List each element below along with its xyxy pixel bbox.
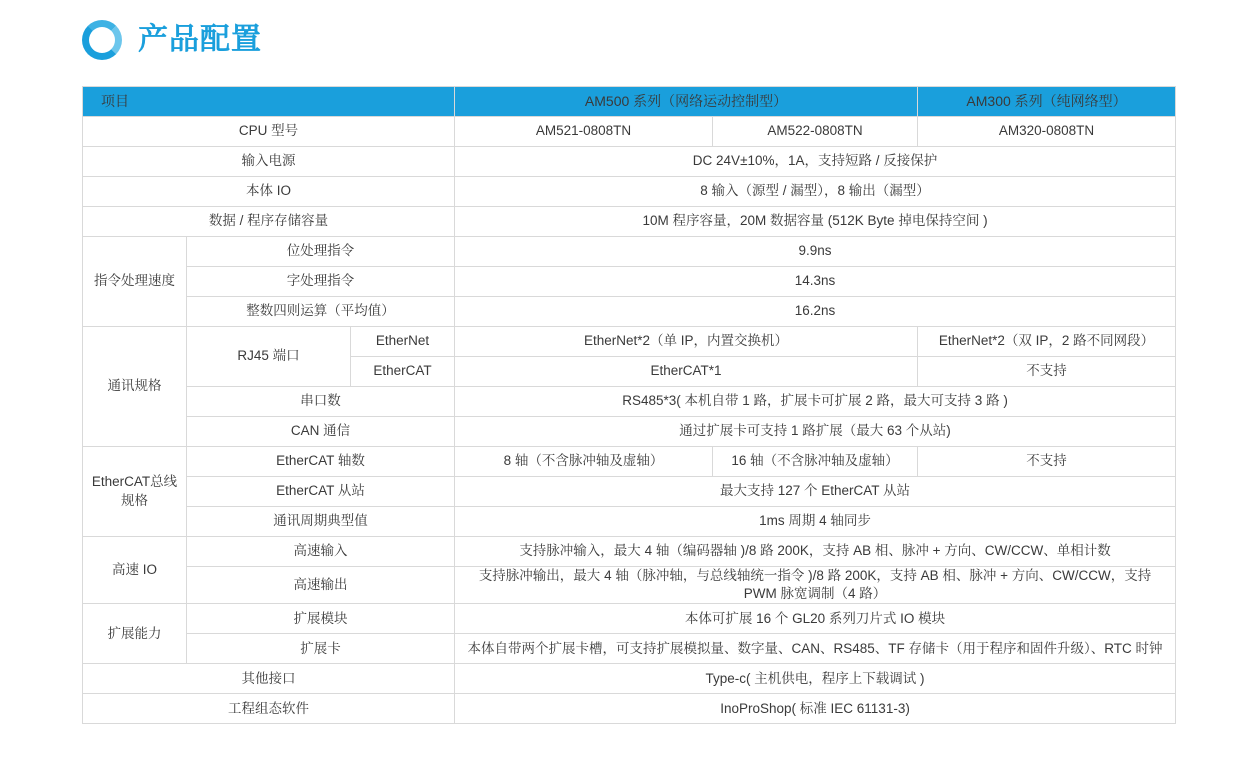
row-label-power: 输入电源: [83, 147, 455, 177]
table-row: [83, 387, 1176, 417]
table-body: [83, 117, 1176, 724]
cell-cpu-am521: AM521-0808TN: [455, 117, 713, 147]
table-header-row: [83, 87, 1176, 117]
cell-word-instruction-value: 14.3ns: [455, 267, 1176, 297]
table-row: [83, 297, 1176, 327]
sublabel-expansion-card: 扩展卡: [187, 634, 455, 664]
table-row: [83, 507, 1176, 537]
sublabel-expansion-module: 扩展模块: [187, 604, 455, 634]
table-row: [83, 694, 1176, 724]
table-row: [83, 147, 1176, 177]
table-row: [83, 634, 1176, 664]
row-label-expansion: 扩展能力: [83, 604, 187, 664]
cell-cpu-am522: AM522-0808TN: [713, 117, 918, 147]
cell-bit-instruction-value: 9.9ns: [455, 237, 1176, 267]
sublabel-integer-arithmetic: 整数四则运算（平均值）: [187, 297, 455, 327]
cell-ethercat-axes-am521: 8 轴（不含脉冲轴及虚轴）: [455, 447, 713, 477]
table-row: [83, 207, 1176, 237]
cell-integer-arithmetic-value: 16.2ns: [455, 297, 1176, 327]
table-row: [83, 177, 1176, 207]
cell-ethercat-slaves-value: 最大支持 127 个 EtherCAT 从站: [455, 477, 1176, 507]
ring-logo-icon: [82, 20, 122, 60]
row-label-io: 本体 IO: [83, 177, 455, 207]
cell-serial-ports-value: RS485*3( 本机自带 1 路，扩展卡可扩展 2 路，最大可支持 3 路 ): [455, 387, 1176, 417]
cell-highspeed-input-value: 支持脉冲输入，最大 4 轴（编码器轴 )/8 路 200K，支持 AB 相、脉冲 + 方向、CW/CCW、单相计数: [455, 537, 1176, 567]
cell-power-value: DC 24V±10%，1A，支持短路 / 反接保护: [455, 147, 1176, 177]
column-header-item: 项目: [83, 87, 455, 117]
cell-expansion-card-value: 本体自带两个扩展卡槽，可支持扩展模拟量、数字量、CAN、RS485、TF 存储卡（用于程序和固件升级）、RTC 时钟: [455, 634, 1176, 664]
cell-ethernet-am500: EtherNet*2（单 IP，内置交换机）: [455, 327, 918, 357]
sublabel-rj45-port: RJ45 端口: [187, 327, 351, 387]
sublabel-ethercat-axes: EtherCAT 轴数: [187, 447, 455, 477]
table-header: [83, 87, 1176, 117]
sublabel-ethercat-slaves: EtherCAT 从站: [187, 477, 455, 507]
page-header: [0, 0, 1258, 62]
cell-software-value: InoProShop( 标准 IEC 61131-3): [455, 694, 1176, 724]
sublabel-can-communication: CAN 通信: [187, 417, 455, 447]
table-row: [83, 267, 1176, 297]
row-label-other-interface: 其他接口: [83, 664, 455, 694]
table-row: [83, 664, 1176, 694]
table-row: [83, 537, 1176, 567]
row-label-highspeed-io: 高速 IO: [83, 537, 187, 604]
table-row: [83, 117, 1176, 147]
table-row: [83, 567, 1176, 604]
row-label-speed: 指令处理速度: [83, 237, 187, 327]
cell-cpu-am320: AM320-0808TN: [918, 117, 1176, 147]
cell-ethercat-axes-am320: 不支持: [918, 447, 1176, 477]
cell-other-interface-value: Type-c( 主机供电，程序上下载调试 ): [455, 664, 1176, 694]
cell-highspeed-output-value: 支持脉冲输出，最大 4 轴（脉冲轴，与总线轴统一指令 )/8 路 200K，支持 AB 相、脉冲 + 方向、CW/CCW，支持 PWM 脉宽调制（4 路）: [455, 567, 1176, 604]
table-row: [83, 447, 1176, 477]
spec-table-wrapper: [82, 86, 1175, 724]
table-row: [83, 477, 1176, 507]
page-title: 产品配置: [138, 23, 262, 56]
cell-ethercat-axes-am522: 16 轴（不含脉冲轴及虚轴）: [713, 447, 918, 477]
cell-storage-value: 10M 程序容量，20M 数据容量 (512K Byte 掉电保持空间 ): [455, 207, 1176, 237]
table-row: [83, 327, 1176, 357]
sublabel-highspeed-input: 高速输入: [187, 537, 455, 567]
column-header-am300: AM300 系列（纯网络型）: [918, 87, 1176, 117]
cell-comm-cycle-value: 1ms 周期 4 轴同步: [455, 507, 1176, 537]
cell-ethercat-am500: EtherCAT*1: [455, 357, 918, 387]
column-header-am500: AM500 系列（网络运动控制型）: [455, 87, 918, 117]
row-label-ethercat-bus: EtherCAT总线规格: [83, 447, 187, 537]
row-label-software: 工程组态软件: [83, 694, 455, 724]
table-row: [83, 237, 1176, 267]
table-row: [83, 417, 1176, 447]
row-label-comm: 通讯规格: [83, 327, 187, 447]
cell-can-communication-value: 通过扩展卡可支持 1 路扩展（最大 63 个从站): [455, 417, 1176, 447]
sublabel-ethernet: EtherNet: [351, 327, 455, 357]
spec-table: [82, 86, 1176, 724]
cell-expansion-module-value: 本体可扩展 16 个 GL20 系列刀片式 IO 模块: [455, 604, 1176, 634]
sublabel-serial-ports: 串口数: [187, 387, 455, 417]
sublabel-ethercat: EtherCAT: [351, 357, 455, 387]
cell-ethercat-am300: 不支持: [918, 357, 1176, 387]
cell-ethernet-am300: EtherNet*2（双 IP，2 路不同网段）: [918, 327, 1176, 357]
sublabel-highspeed-output: 高速输出: [187, 567, 455, 604]
row-label-storage: 数据 / 程序存储容量: [83, 207, 455, 237]
sublabel-comm-cycle: 通讯周期典型值: [187, 507, 455, 537]
row-label-cpu: CPU 型号: [83, 117, 455, 147]
sublabel-word-instruction: 字处理指令: [187, 267, 455, 297]
table-row: [83, 604, 1176, 634]
cell-io-value: 8 输入（源型 / 漏型），8 输出（漏型）: [455, 177, 1176, 207]
sublabel-bit-instruction: 位处理指令: [187, 237, 455, 267]
